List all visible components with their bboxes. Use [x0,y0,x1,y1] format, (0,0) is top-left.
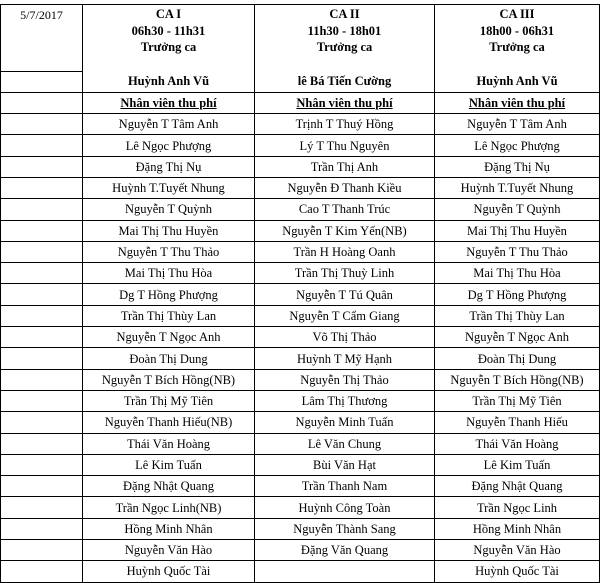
shift-3-staff-name[interactable]: Mai Thị Thu Hòa [435,263,600,284]
shift-2-staff-name[interactable]: Nguyễn T Cẩm Giang [255,305,435,326]
staff-row [1,540,600,561]
date-column-cell[interactable] [1,518,83,539]
staff-row [1,156,600,177]
shift-3-staff-name[interactable]: Huỳnh Quốc Tài [435,561,600,582]
shift-1-staff-header[interactable]: Nhân viên thu phí [83,92,255,113]
shift-1-staff-name[interactable]: Dg T Hồng Phượng [83,284,255,305]
shift-2-staff-name[interactable]: Trịnh T Thuý Hồng [255,114,435,135]
date-column-cell[interactable] [1,348,83,369]
shift-1-staff-name[interactable]: Huỳnh Quốc Tài [83,561,255,582]
staff-header-row [1,92,600,113]
date-column-cell[interactable] [1,92,83,113]
date-column-cell[interactable] [1,540,83,561]
shift-2-staff-name[interactable]: Nguyễn Minh Tuấn [255,412,435,433]
shift-1-staff-name[interactable]: Nguyễn T Tâm Anh [83,114,255,135]
shift-3-staff-name[interactable]: Nguyễn T Tâm Anh [435,114,600,135]
shift-2-staff-name[interactable]: Bùi Văn Hạt [255,454,435,475]
shift-1-staff-name[interactable]: Đặng Nhật Quang [83,476,255,497]
shift-3-lead-title[interactable]: Trưởng ca [435,39,600,61]
staff-row [1,369,600,390]
roster-body [1,5,600,583]
date-column-cell[interactable] [1,156,83,177]
date-column-cell[interactable] [1,433,83,454]
shift-roster-table [0,4,600,583]
shift-2-staff-name[interactable] [255,561,435,582]
shift-3-time[interactable]: 18h00 - 06h31 [435,22,600,39]
staff-row [1,327,600,348]
staff-row [1,433,600,454]
staff-row [1,135,600,156]
shift-1-staff-name[interactable]: Mai Thị Thu Hòa [83,263,255,284]
shift-1-spacer[interactable] [83,61,255,71]
shift-2-staff-name[interactable]: Lâm Thị Thương [255,390,435,411]
date-column-cell[interactable] [1,390,83,411]
date-column-cell[interactable] [1,369,83,390]
date-column-cell[interactable] [1,114,83,135]
shift-3-staff-name[interactable]: Nguyễn Thanh Hiếu [435,412,600,433]
staff-row [1,518,600,539]
shift-1-staff-name[interactable]: Hồng Minh Nhân [83,518,255,539]
staff-row [1,497,600,518]
shift-3-staff-name[interactable]: Nguyễn T Bích Hồng(NB) [435,369,600,390]
staff-row [1,390,600,411]
shift-3-staff-name[interactable]: Trần Thị Thùy Lan [435,305,600,326]
shift-1-staff-name[interactable]: Trần Ngọc Linh(NB) [83,497,255,518]
date-column-cell[interactable] [1,199,83,220]
date-column-cell[interactable] [1,241,83,262]
shift-2-staff-name[interactable]: Huỳnh T Mỹ Hạnh [255,348,435,369]
lead-spacer-row [1,61,600,71]
date-column-cell[interactable] [1,284,83,305]
shift-3-staff-name[interactable]: Nguyễn T Ngọc Anh [435,327,600,348]
staff-row [1,454,600,475]
date-column-cell[interactable] [1,497,83,518]
shift-2-staff-name[interactable]: Đặng Văn Quang [255,540,435,561]
shift-1-staff-name[interactable]: Nguyễn Văn Hào [83,540,255,561]
date-column-cell[interactable] [1,177,83,198]
staff-row [1,348,600,369]
shift-3-lead-name[interactable]: Huỳnh Anh Vũ [435,71,600,92]
shift-3-spacer[interactable] [435,61,600,71]
shift-1-staff-name[interactable]: Nguyễn T Thu Thảo [83,241,255,262]
shift-2-staff-name[interactable]: Nguyễn Thành Sang [255,518,435,539]
shift-1-staff-name[interactable]: Nguyễn T Ngọc Anh [83,327,255,348]
shift-3-staff-name[interactable]: Lê Kim Tuấn [435,454,600,475]
shift-2-lead-title[interactable]: Trưởng ca [255,39,435,61]
date-column-cell[interactable] [1,454,83,475]
shift-1-staff-name[interactable]: Nguyễn Thanh Hiếu(NB) [83,412,255,433]
shift-2-staff-name[interactable]: Cao T Thanh Trúc [255,199,435,220]
shift-3-staff-header[interactable]: Nhân viên thu phí [435,92,600,113]
staff-row [1,305,600,326]
date-column-cell[interactable] [1,220,83,241]
shift-3-staff-name[interactable]: Lê Ngọc Phượng [435,135,600,156]
staff-row [1,199,600,220]
shift-1-staff-name[interactable]: Thái Văn Hoàng [83,433,255,454]
shift-1-staff-name[interactable]: Lê Ngọc Phượng [83,135,255,156]
shift-2-staff-name[interactable]: Trần Thị Thuỳ Linh [255,263,435,284]
shift-3-staff-name[interactable]: Đặng Nhật Quang [435,476,600,497]
shift-3-staff-name[interactable]: Đoàn Thị Dung [435,348,600,369]
staff-row [1,177,600,198]
shift-1-staff-name[interactable]: Nguyễn T Quỳnh [83,199,255,220]
date-column-cell[interactable] [1,561,83,582]
shift-time-row [1,22,600,39]
shift-1-lead-name[interactable]: Huỳnh Anh Vũ [83,71,255,92]
date-column-cell[interactable] [1,135,83,156]
shift-1-staff-name[interactable]: Đoàn Thị Dung [83,348,255,369]
shift-2-staff-name[interactable]: Nguyễn T Tú Quân [255,284,435,305]
shift-2-staff-name[interactable]: Lê Văn Chung [255,433,435,454]
shift-2-staff-name[interactable]: Trần Thị Anh [255,156,435,177]
shift-3-name[interactable]: CA III [435,5,600,23]
shift-2-staff-name[interactable]: Nguyễn Thị Thảo [255,369,435,390]
shift-1-staff-name[interactable]: Trần Thị Thùy Lan [83,305,255,326]
date-column-cell[interactable] [1,71,83,92]
shift-2-staff-header[interactable]: Nhân viên thu phí [255,92,435,113]
shift-2-staff-name[interactable]: Nguyễn T Kim Yến(NB) [255,220,435,241]
shift-1-name[interactable]: CA I [83,5,255,23]
shift-2-lead-name[interactable]: lê Bá Tiến Cường [255,71,435,92]
shift-3-staff-name[interactable]: Nguyễn Văn Hào [435,540,600,561]
shift-1-staff-name[interactable]: Lê Kim Tuấn [83,454,255,475]
lead-name-row [1,71,600,92]
shift-1-staff-name[interactable]: Trần Thị Mỹ Tiên [83,390,255,411]
shift-3-staff-name[interactable]: Mai Thị Thu Huyền [435,220,600,241]
date-column-cell[interactable] [1,263,83,284]
shift-3-staff-name[interactable]: Dg T Hồng Phượng [435,284,600,305]
shift-2-staff-name[interactable]: Trần H Hoàng Oanh [255,241,435,262]
shift-3-staff-name[interactable]: Thái Văn Hoàng [435,433,600,454]
shift-1-time[interactable]: 06h30 - 11h31 [83,22,255,39]
shift-2-staff-name[interactable]: Võ Thị Thảo [255,327,435,348]
shift-name-row [1,5,600,23]
staff-row [1,241,600,262]
shift-2-time[interactable]: 11h30 - 18h01 [255,22,435,39]
shift-3-staff-name[interactable]: Trần Ngọc Linh [435,497,600,518]
shift-3-staff-name[interactable]: Trần Thị Mỹ Tiên [435,390,600,411]
staff-row [1,284,600,305]
date-column-cell[interactable] [1,305,83,326]
shift-3-staff-name[interactable]: Hồng Minh Nhân [435,518,600,539]
staff-row [1,263,600,284]
shift-1-lead-title[interactable]: Trưởng ca [83,39,255,61]
staff-row [1,220,600,241]
shift-2-spacer[interactable] [255,61,435,71]
shift-2-staff-name[interactable]: Lý T Thu Nguyên [255,135,435,156]
shift-2-name[interactable]: CA II [255,5,435,23]
date-column-cell[interactable] [1,327,83,348]
staff-row [1,114,600,135]
shift-2-staff-name[interactable]: Huỳnh Công Toàn [255,497,435,518]
shift-2-staff-name[interactable]: Nguyễn Đ Thanh Kiều [255,177,435,198]
date-column-cell[interactable] [1,412,83,433]
shift-3-staff-name[interactable]: Đặng Thị Nụ [435,156,600,177]
lead-title-row [1,39,600,61]
shift-3-staff-name[interactable]: Nguyễn T Quỳnh [435,199,600,220]
shift-2-staff-name[interactable]: Trần Thanh Nam [255,476,435,497]
shift-1-staff-name[interactable]: Nguyễn T Bích Hồng(NB) [83,369,255,390]
staff-row [1,561,600,582]
shift-1-staff-name[interactable]: Đặng Thị Nụ [83,156,255,177]
shift-3-staff-name[interactable]: Nguyễn T Thu Thảo [435,241,600,262]
staff-row [1,476,600,497]
shift-1-staff-name[interactable]: Huỳnh T.Tuyết Nhung [83,177,255,198]
date-column-cell[interactable] [1,476,83,497]
date-cell[interactable]: 5/7/2017 [1,5,83,72]
shift-3-staff-name[interactable]: Huỳnh T.Tuyết Nhung [435,177,600,198]
staff-row [1,412,600,433]
shift-1-staff-name[interactable]: Mai Thị Thu Huyền [83,220,255,241]
